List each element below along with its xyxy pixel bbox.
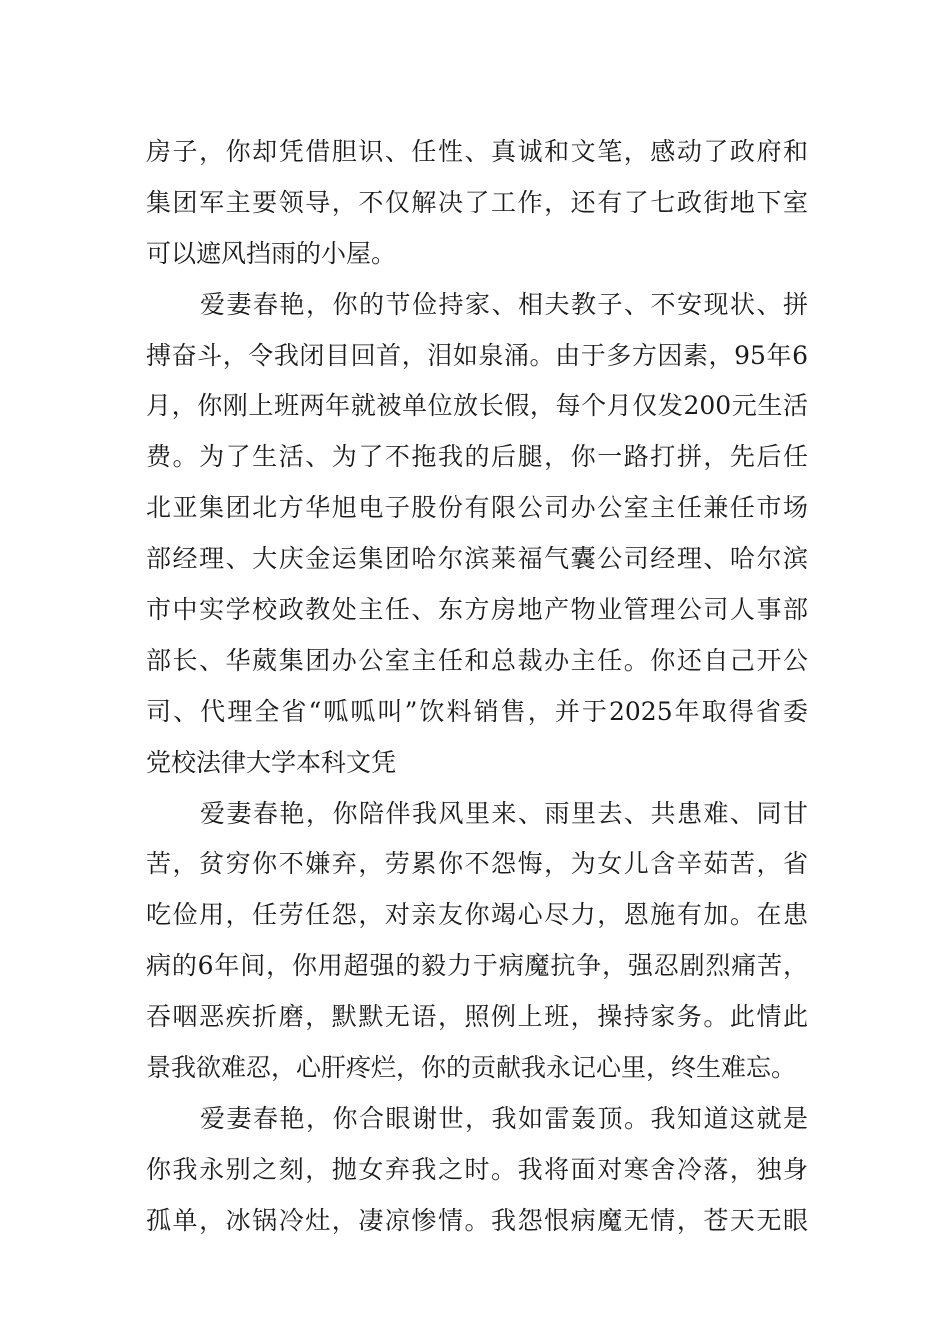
body-text <box>146 127 808 1247</box>
text-line: 你我永别之刻，抛女弃我之时。我将面对寒舍冷落，独身 <box>146 1154 808 1184</box>
text-line: 爱妻春艳，你合眼谢世，我如雷轰顶。我知道这就是 <box>200 1103 808 1133</box>
text-line: 病的6年间，你用超强的毅力于病魔抗争，强忍剧烈痛苦， <box>146 951 808 981</box>
text-line: 党校法律大学本科文凭 <box>146 747 397 777</box>
text-line: 爱妻春艳，你的节俭持家、相夫教子、不安现状、拼 <box>200 289 808 319</box>
text-line: 吞咽恶疾折磨，默默无语，照例上班，操持家务。此情此 <box>146 1002 808 1032</box>
text-line: 爱妻春艳，你陪伴我风里来、雨里去、共患难、同甘 <box>200 798 808 828</box>
text-line: 苦，贫穷你不嫌弃，劳累你不怨悔，为女儿含辛茹苦，省 <box>146 849 808 879</box>
text-line: 房子，你却凭借胆识、任性、真诚和文笔，感动了政府和 <box>146 137 808 166</box>
text-line: 部长、华葳集团办公室主任和总裁办主任。你还自己开公 <box>146 645 808 675</box>
text-line: 孤单，冰锅冷灶，凄凉惨情。我怨恨病魔无情，苍天无眼 <box>146 1205 808 1235</box>
text-line: 市中实学校政教处主任、东方房地产物业管理公司人事部 <box>146 595 808 625</box>
text-line: 景我欲难忍，心肝疼烂，你的贡献我永记心里，终生难忘。 <box>146 1053 797 1083</box>
text-line: 吃俭用，任劳任怨，对亲友你竭心尽力，恩施有加。在患 <box>146 900 808 930</box>
text-line: 司、代理全省“呱呱叫”饮料销售，并于2025年取得省委 <box>146 696 808 726</box>
text-line: 费。为了生活、为了不拖我的后腿，你一路打拼，先后任 <box>146 442 808 472</box>
text-line: 部经理、大庆金运集团哈尔滨莱福气囊公司经理、哈尔滨 <box>146 544 808 574</box>
text-line: 月，你刚上班两年就被单位放长假，每个月仅发200元生活 <box>146 391 808 421</box>
text-line: 搏奋斗，令我闭目回首，泪如泉涌。由于多方因素，95年6 <box>146 340 808 370</box>
text-line: 可以遮风挡雨的小屋。 <box>146 238 397 268</box>
text-line: 北亚集团北方华旭电子股份有限公司办公室主任兼任市场 <box>146 493 808 523</box>
text-line: 集团军主要领导，不仅解决了工作，还有了七政街地下室 <box>146 187 808 217</box>
